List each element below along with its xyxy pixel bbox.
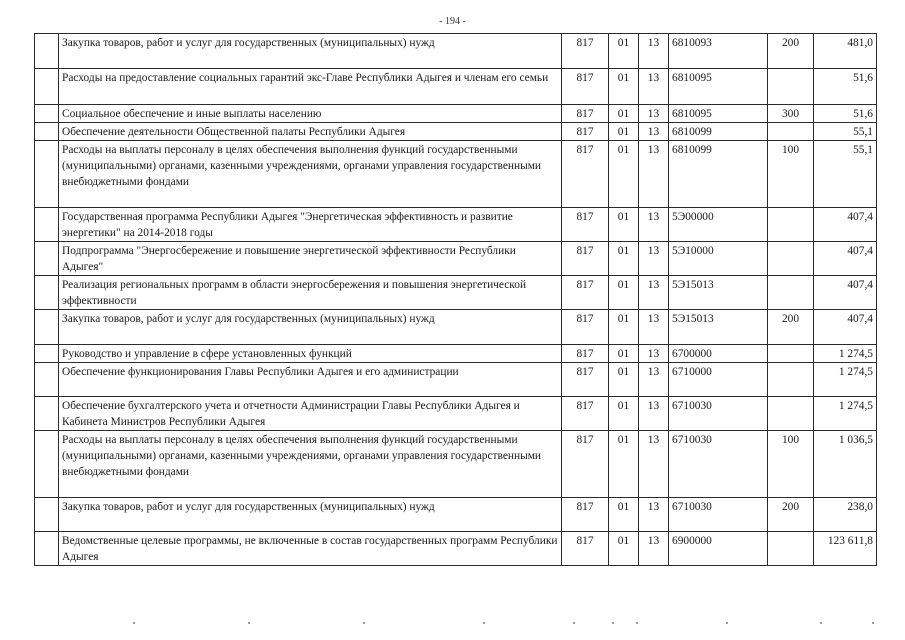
cell-ved: 817	[562, 276, 609, 310]
cell-sum: 51,6	[814, 69, 877, 105]
cell-vr: 200	[768, 34, 814, 69]
cell-pr: 13	[639, 123, 669, 141]
cell-rz: 01	[609, 363, 639, 397]
table-row	[35, 310, 877, 345]
cell-rz: 01	[609, 208, 639, 242]
cell-csr: 6810099	[669, 123, 768, 141]
cell-vr	[768, 123, 814, 141]
cell-name: Закупка товаров, работ и услуг для государственных (муниципальных) нужд	[59, 498, 562, 532]
cell-csr: 5Э00000	[669, 208, 768, 242]
cell-pr: 13	[639, 208, 669, 242]
cell-ved: 817	[562, 532, 609, 566]
cell-csr: 6710000	[669, 363, 768, 397]
cell-pr: 13	[639, 498, 669, 532]
table-row	[35, 34, 877, 69]
table-row	[35, 345, 877, 363]
cell-name: Обеспечение деятельности Общественной палаты Республики Адыгея	[59, 123, 562, 141]
table-row	[35, 141, 877, 208]
cell-vr	[768, 363, 814, 397]
table-row	[35, 397, 877, 431]
cell-vr	[768, 242, 814, 276]
cell-csr: 6710030	[669, 431, 768, 498]
cell-ved: 817	[562, 141, 609, 208]
cell-ved: 817	[562, 345, 609, 363]
cell-pr: 13	[639, 310, 669, 345]
cell-csr: 6810099	[669, 141, 768, 208]
cell-ved: 817	[562, 397, 609, 431]
cell-blank	[35, 310, 59, 345]
cell-vr	[768, 208, 814, 242]
budget-table	[34, 33, 877, 566]
cell-pr: 13	[639, 34, 669, 69]
table-row	[35, 69, 877, 105]
cell-blank	[35, 397, 59, 431]
cell-csr: 6810095	[669, 105, 768, 123]
cell-sum: 123 611,8	[814, 532, 877, 566]
cell-csr: 6810095	[669, 69, 768, 105]
cell-ved: 817	[562, 310, 609, 345]
cell-rz: 01	[609, 69, 639, 105]
cell-csr: 5Э10000	[669, 242, 768, 276]
cell-vr: 100	[768, 141, 814, 208]
cell-name: Расходы на выплаты персоналу в целях обеспечения выполнения функций государственными (муниципальными) органами, казенными учреждениями, органами управления государственными внебюджетными фондами	[59, 431, 562, 498]
cell-ved: 817	[562, 69, 609, 105]
cell-rz: 01	[609, 498, 639, 532]
cell-vr: 200	[768, 310, 814, 345]
cell-sum: 1 274,5	[814, 397, 877, 431]
cell-sum: 407,4	[814, 310, 877, 345]
cell-name: Руководство и управление в сфере установленных функций	[59, 345, 562, 363]
cell-sum: 407,4	[814, 208, 877, 242]
cell-rz: 01	[609, 276, 639, 310]
cell-blank	[35, 532, 59, 566]
cell-name: Подпрограмма "Энергосбережение и повышение энергетической эффективности Республики Адыгея"	[59, 242, 562, 276]
cell-rz: 01	[609, 532, 639, 566]
cell-ved: 817	[562, 123, 609, 141]
cell-pr: 13	[639, 242, 669, 276]
cell-blank	[35, 431, 59, 498]
cell-name: Расходы на предоставление социальных гарантий экс-Главе Республики Адыгея и членам его семьи	[59, 69, 562, 105]
table-row	[35, 105, 877, 123]
cell-name: Государственная программа Республики Адыгея "Энергетическая эффективность и развитие энергетики" на 2014-2018 годы	[59, 208, 562, 242]
cell-pr: 13	[639, 345, 669, 363]
cell-pr: 13	[639, 397, 669, 431]
cell-rz: 01	[609, 34, 639, 69]
cell-name: Социальное обеспечение и иные выплаты населению	[59, 105, 562, 123]
cell-sum: 1 274,5	[814, 363, 877, 397]
cell-name: Закупка товаров, работ и услуг для государственных (муниципальных) нужд	[59, 310, 562, 345]
cell-name: Обеспечение функционирования Главы Республики Адыгея и его администрации	[59, 363, 562, 397]
cell-name: Обеспечение бухгалтерского учета и отчетности Администрации Главы Республики Адыгея и Кабинета Министров Республики Адыгея	[59, 397, 562, 431]
cell-rz: 01	[609, 123, 639, 141]
cell-csr: 6900000	[669, 532, 768, 566]
cell-blank	[35, 141, 59, 208]
cell-pr: 13	[639, 105, 669, 123]
table-row	[35, 242, 877, 276]
cell-sum: 481,0	[814, 34, 877, 69]
cell-ved: 817	[562, 431, 609, 498]
cell-vr	[768, 532, 814, 566]
table-row	[35, 431, 877, 498]
cell-name: Закупка товаров, работ и услуг для государственных (муниципальных) нужд	[59, 34, 562, 69]
cell-sum: 51,6	[814, 105, 877, 123]
cell-blank	[35, 276, 59, 310]
cell-rz: 01	[609, 310, 639, 345]
cell-vr	[768, 69, 814, 105]
cell-csr: 5Э15013	[669, 310, 768, 345]
cell-sum: 407,4	[814, 242, 877, 276]
cell-blank	[35, 123, 59, 141]
table-row	[35, 532, 877, 566]
cell-csr: 6810093	[669, 34, 768, 69]
cell-rz: 01	[609, 141, 639, 208]
cell-blank	[35, 208, 59, 242]
cell-ved: 817	[562, 363, 609, 397]
cell-sum: 238,0	[814, 498, 877, 532]
cell-name: Ведомственные целевые программы, не включенные в состав государственных программ Республики Адыгея	[59, 532, 562, 566]
table-row	[35, 276, 877, 310]
table-row	[35, 208, 877, 242]
cell-pr: 13	[639, 69, 669, 105]
cell-csr: 5Э15013	[669, 276, 768, 310]
cell-blank	[35, 363, 59, 397]
cell-ved: 817	[562, 498, 609, 532]
cell-sum: 55,1	[814, 123, 877, 141]
cell-csr: 6710030	[669, 397, 768, 431]
cell-pr: 13	[639, 276, 669, 310]
cell-ved: 817	[562, 242, 609, 276]
cell-rz: 01	[609, 345, 639, 363]
cell-rz: 01	[609, 105, 639, 123]
cell-blank	[35, 105, 59, 123]
cell-blank	[35, 498, 59, 532]
cell-sum: 407,4	[814, 276, 877, 310]
cell-vr: 200	[768, 498, 814, 532]
cell-vr	[768, 276, 814, 310]
table-row	[35, 498, 877, 532]
cell-pr: 13	[639, 363, 669, 397]
cell-vr	[768, 345, 814, 363]
scan-artifacts	[0, 622, 905, 626]
cell-vr: 300	[768, 105, 814, 123]
cell-blank	[35, 242, 59, 276]
cell-ved: 817	[562, 208, 609, 242]
cell-pr: 13	[639, 141, 669, 208]
cell-ved: 817	[562, 105, 609, 123]
cell-rz: 01	[609, 397, 639, 431]
cell-vr: 100	[768, 431, 814, 498]
cell-csr: 6710030	[669, 498, 768, 532]
cell-sum: 55,1	[814, 141, 877, 208]
page-number: - 194 -	[439, 16, 466, 27]
table-row	[35, 123, 877, 141]
cell-sum: 1 274,5	[814, 345, 877, 363]
cell-pr: 13	[639, 532, 669, 566]
cell-blank	[35, 69, 59, 105]
cell-vr	[768, 397, 814, 431]
cell-name: Расходы на выплаты персоналу в целях обеспечения выполнения функций государственными (муниципальными) органами, казенными учреждениями, органами управления государственными внебюджетными фондами	[59, 141, 562, 208]
table-row	[35, 363, 877, 397]
cell-name: Реализация региональных программ в области энергосбережения и повышения энергетической эффективности	[59, 276, 562, 310]
cell-pr: 13	[639, 431, 669, 498]
cell-rz: 01	[609, 431, 639, 498]
cell-ved: 817	[562, 34, 609, 69]
cell-csr: 6700000	[669, 345, 768, 363]
cell-sum: 1 036,5	[814, 431, 877, 498]
cell-blank	[35, 345, 59, 363]
cell-blank	[35, 34, 59, 69]
cell-rz: 01	[609, 242, 639, 276]
